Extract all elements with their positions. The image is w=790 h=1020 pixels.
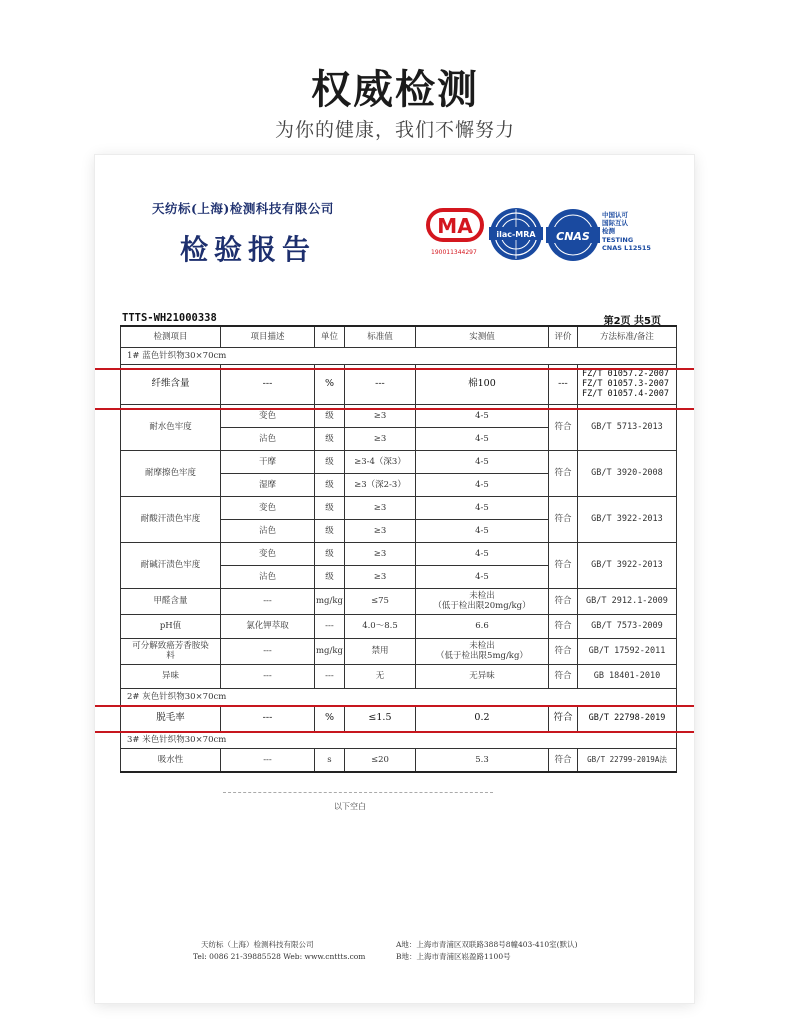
eval-cell: 符合 xyxy=(548,404,577,450)
std-cell: ≥3（深2-3） xyxy=(344,473,415,496)
item-cell: 可分解致癌芳香胺染 料 xyxy=(121,638,221,664)
header-cell: 评价 xyxy=(548,326,577,347)
std-cell: 无 xyxy=(344,664,415,688)
std-cell: ≥3 xyxy=(344,565,415,588)
eval-cell: 符合 xyxy=(548,748,577,772)
actual-cell: 未检出 （低于检出限20mg/kg） xyxy=(415,588,548,614)
actual-cell: 无异味 xyxy=(415,664,548,688)
unit-cell: mg/kg xyxy=(315,588,345,614)
item-cell: 脱毛率 xyxy=(121,705,221,731)
std-cell: ≥3 xyxy=(344,519,415,542)
header-cell: 方法标准/备注 xyxy=(577,326,676,347)
desc-cell: --- xyxy=(221,748,315,772)
table-row xyxy=(121,614,677,638)
eval-cell: 符合 xyxy=(548,496,577,542)
item-cell: 吸水性 xyxy=(121,748,221,772)
sample-group-row xyxy=(121,347,677,364)
actual-cell: 棉100 xyxy=(415,364,548,404)
svg-text:CNAS: CNAS xyxy=(556,230,590,243)
header-cell: 标准值 xyxy=(344,326,415,347)
item-cell: 耐碱汗渍色牢度 xyxy=(121,542,221,588)
header-cell: 检测项目 xyxy=(121,326,221,347)
sample-group-row xyxy=(121,731,677,748)
method-cell: GB/T 7573-2009 xyxy=(577,614,676,638)
actual-cell: 6.6 xyxy=(415,614,548,638)
table-row xyxy=(121,748,677,772)
desc-cell: 湿摩 xyxy=(221,473,315,496)
unit-cell: 级 xyxy=(315,496,345,519)
table-row xyxy=(121,542,677,565)
std-cell: 禁用 xyxy=(344,638,415,664)
footer-contact: Tel: 0086 21-39885528 Web: www.cnttts.com xyxy=(193,952,366,961)
method-cell: GB/T 3922-2013 xyxy=(577,496,676,542)
desc-cell: --- xyxy=(221,705,315,731)
page-indicator: 第2页 共5页 xyxy=(603,316,661,327)
actual-cell: 4-5 xyxy=(415,519,548,542)
header-cell: 实测值 xyxy=(415,326,548,347)
footer-company: 天纺标（上海）检测科技有限公司 xyxy=(201,940,314,949)
item-cell: 甲醛含量 xyxy=(121,588,221,614)
std-cell: ≥3 xyxy=(344,404,415,427)
company-name: 天纺标(上海)检测科技有限公司 xyxy=(152,201,334,216)
table-row xyxy=(121,496,677,519)
unit-cell: 级 xyxy=(315,427,345,450)
table-row xyxy=(121,450,677,473)
sample-label: 1# 蓝色针织物30×70cm xyxy=(121,347,677,364)
unit-cell: 级 xyxy=(315,473,345,496)
unit-cell: 级 xyxy=(315,519,345,542)
header-cell: 单位 xyxy=(315,326,345,347)
std-cell: 4.0～8.5 xyxy=(344,614,415,638)
table-row xyxy=(121,588,677,614)
sample-label: 3# 米色针织物30×70cm xyxy=(121,731,677,748)
unit-cell: --- xyxy=(315,664,345,688)
table-row xyxy=(121,705,677,731)
unit-cell: mg/kg xyxy=(315,638,345,664)
std-cell: ≤75 xyxy=(344,588,415,614)
method-cell: GB/T 2912.1-2009 xyxy=(577,588,676,614)
std-cell: ≥3 xyxy=(344,542,415,565)
desc-cell: 变色 xyxy=(221,404,315,427)
cma-logo-icon xyxy=(425,207,485,263)
method-cell: GB/T 3922-2013 xyxy=(577,542,676,588)
svg-text:ilac-MRA: ilac-MRA xyxy=(496,230,536,239)
divider xyxy=(223,792,493,793)
eval-cell: 符合 xyxy=(548,542,577,588)
desc-cell: --- xyxy=(221,638,315,664)
desc-cell: --- xyxy=(221,664,315,688)
actual-cell: 4-5 xyxy=(415,404,548,427)
unit-cell: 级 xyxy=(315,542,345,565)
method-cell: FZ/T 01057.2-2007 FZ/T 01057.3-2007 FZ/T 01057.4-2007 xyxy=(577,364,676,404)
table-row xyxy=(121,404,677,427)
end-note: 以下空白 xyxy=(334,802,366,811)
desc-cell: 沾色 xyxy=(221,565,315,588)
footer-address-b: B地：上海市青浦区崧盈路1100号 xyxy=(396,952,511,961)
desc-cell: 氯化钾萃取 xyxy=(221,614,315,638)
report-title: 检验报告 xyxy=(180,233,317,266)
desc-cell: --- xyxy=(221,588,315,614)
std-cell: ≤1.5 xyxy=(344,705,415,731)
table-row xyxy=(121,664,677,688)
method-cell: GB/T 3920-2008 xyxy=(577,450,676,496)
page-title: 权威检测 xyxy=(311,67,479,113)
item-cell: 耐水色牢度 xyxy=(121,404,221,450)
item-cell: 异味 xyxy=(121,664,221,688)
eval-cell: 符合 xyxy=(548,588,577,614)
std-cell: ≥3-4（深3） xyxy=(344,450,415,473)
actual-cell: 5.3 xyxy=(415,748,548,772)
item-cell: 耐摩擦色牢度 xyxy=(121,450,221,496)
desc-cell: 干摩 xyxy=(221,450,315,473)
std-cell: ≤20 xyxy=(344,748,415,772)
header-cell: 项目描述 xyxy=(221,326,315,347)
unit-cell: --- xyxy=(315,614,345,638)
report-number: TTTS-WH21000338 xyxy=(122,312,217,324)
eval-cell: 符合 xyxy=(548,638,577,664)
sample-group-row xyxy=(121,688,677,705)
desc-cell: 沾色 xyxy=(221,427,315,450)
actual-cell: 4-5 xyxy=(415,565,548,588)
unit-cell: 级 xyxy=(315,404,345,427)
actual-cell: 0.2 xyxy=(415,705,548,731)
method-cell: GB/T 22798-2019 xyxy=(577,705,676,731)
unit-cell: % xyxy=(315,364,345,404)
actual-cell: 4-5 xyxy=(415,496,548,519)
desc-cell: 变色 xyxy=(221,542,315,565)
unit-cell: 级 xyxy=(315,450,345,473)
method-cell: GB/T 5713-2013 xyxy=(577,404,676,450)
table-row xyxy=(121,364,677,404)
cnas-accreditation-text: 中国认可 国际互认 检测 TESTING CNAS L12515 xyxy=(602,211,651,252)
page-subtitle: 为你的健康，我们不懈努力 xyxy=(274,119,515,141)
desc-cell: --- xyxy=(221,364,315,404)
unit-cell: 级 xyxy=(315,565,345,588)
eval-cell: 符合 xyxy=(548,450,577,496)
actual-cell: 4-5 xyxy=(415,473,548,496)
actual-cell: 4-5 xyxy=(415,450,548,473)
table-row xyxy=(121,638,677,664)
actual-cell: 未检出 （低于检出限5mg/kg） xyxy=(415,638,548,664)
method-cell: GB/T 17592-2011 xyxy=(577,638,676,664)
sample-label: 2# 灰色针织物30×70cm xyxy=(121,688,677,705)
unit-cell: % xyxy=(315,705,345,731)
cma-number: 190011344297 xyxy=(431,249,477,256)
desc-cell: 沾色 xyxy=(221,519,315,542)
eval-cell: --- xyxy=(548,364,577,404)
actual-cell: 4-5 xyxy=(415,427,548,450)
eval-cell: 符合 xyxy=(548,614,577,638)
table-header-row xyxy=(121,326,677,347)
item-cell: 纤维含量 xyxy=(121,364,221,404)
unit-cell: s xyxy=(315,748,345,772)
ilac-mra-logo-icon xyxy=(488,205,544,267)
cnas-logo-icon xyxy=(545,207,601,267)
desc-cell: 变色 xyxy=(221,496,315,519)
item-cell: pH值 xyxy=(121,614,221,638)
method-cell: GB/T 22799-2019A法 xyxy=(577,748,676,772)
eval-cell: 符合 xyxy=(548,664,577,688)
std-cell: ≥3 xyxy=(344,496,415,519)
actual-cell: 4-5 xyxy=(415,542,548,565)
method-cell: GB 18401-2010 xyxy=(577,664,676,688)
item-cell: 耐酸汗渍色牢度 xyxy=(121,496,221,542)
svg-text:MA: MA xyxy=(437,214,473,238)
results-table xyxy=(120,325,677,773)
inspection-report-document xyxy=(95,155,694,1003)
std-cell: ≥3 xyxy=(344,427,415,450)
std-cell: --- xyxy=(344,364,415,404)
eval-cell: 符合 xyxy=(548,705,577,731)
footer-address-a: A地：上海市青浦区双联路388号8幢403-410室(默认) xyxy=(396,940,578,949)
